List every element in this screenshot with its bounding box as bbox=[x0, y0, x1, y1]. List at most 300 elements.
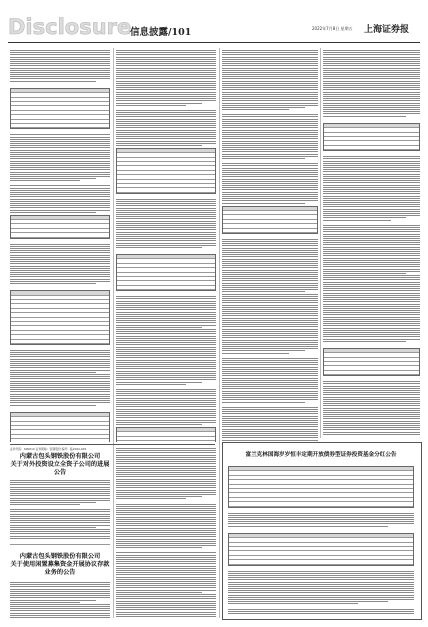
section-separator bbox=[10, 444, 215, 445]
text-line bbox=[116, 65, 216, 66]
text-line bbox=[323, 94, 420, 95]
text-line bbox=[10, 255, 110, 256]
text-line bbox=[10, 385, 110, 386]
text-line bbox=[116, 539, 216, 540]
text-line bbox=[222, 114, 318, 115]
text-line bbox=[116, 212, 216, 213]
text-line bbox=[323, 339, 420, 340]
text-line bbox=[116, 555, 216, 556]
text-line bbox=[10, 354, 110, 355]
text-line bbox=[323, 225, 420, 226]
text-line bbox=[323, 50, 420, 51]
text-line bbox=[10, 356, 110, 357]
text-line bbox=[323, 100, 420, 101]
text-line bbox=[323, 52, 420, 53]
text-line bbox=[116, 592, 202, 593]
text-line bbox=[222, 105, 318, 106]
text-line bbox=[323, 429, 420, 430]
text-line bbox=[10, 78, 110, 79]
newspaper-name: 上海证券报 bbox=[364, 25, 410, 35]
text-line bbox=[323, 282, 420, 283]
text-line bbox=[10, 359, 110, 360]
paragraph-gap bbox=[323, 343, 420, 346]
text-line bbox=[222, 68, 318, 69]
text-line bbox=[228, 592, 414, 593]
paragraph-gap bbox=[10, 407, 110, 410]
text-line bbox=[323, 405, 420, 406]
text-line bbox=[323, 258, 420, 259]
text-line bbox=[10, 212, 96, 213]
text-line bbox=[323, 193, 420, 194]
text-line bbox=[222, 158, 305, 159]
text-line bbox=[323, 277, 420, 278]
text-line bbox=[10, 250, 110, 251]
text-line bbox=[323, 96, 420, 97]
text-line bbox=[116, 379, 216, 380]
text-line bbox=[10, 210, 110, 211]
text-line bbox=[222, 373, 318, 374]
text-line bbox=[10, 361, 110, 362]
text-line bbox=[222, 416, 318, 417]
text-line bbox=[116, 411, 216, 412]
text-line bbox=[116, 312, 216, 313]
text-line bbox=[10, 163, 110, 164]
text-line bbox=[222, 183, 318, 184]
text-line bbox=[323, 171, 420, 172]
text-line bbox=[323, 310, 420, 311]
text-line bbox=[10, 509, 110, 510]
text-line bbox=[323, 251, 420, 252]
text-line bbox=[116, 355, 216, 356]
text-line bbox=[222, 172, 318, 173]
text-line bbox=[228, 603, 358, 604]
text-line bbox=[323, 211, 420, 212]
text-line bbox=[10, 593, 110, 594]
text-line bbox=[323, 87, 420, 88]
text-line bbox=[116, 203, 216, 204]
notice-2-body bbox=[10, 582, 110, 618]
notice-1-body bbox=[10, 480, 110, 540]
text-line bbox=[222, 83, 318, 84]
text-line bbox=[116, 534, 216, 535]
text-line bbox=[10, 350, 110, 351]
text-line bbox=[323, 319, 420, 320]
text-line bbox=[116, 329, 216, 330]
text-line bbox=[323, 336, 420, 337]
text-line bbox=[323, 432, 420, 433]
text-line bbox=[323, 397, 420, 398]
text-line bbox=[222, 378, 318, 379]
text-line bbox=[323, 308, 420, 309]
text-line bbox=[116, 417, 216, 418]
text-line bbox=[10, 394, 110, 395]
text-line bbox=[222, 322, 318, 323]
text-line bbox=[222, 198, 318, 199]
text-line bbox=[323, 178, 420, 179]
text-line bbox=[116, 391, 216, 392]
text-line bbox=[10, 402, 110, 403]
text-line bbox=[116, 510, 216, 511]
paragraph-gap bbox=[116, 249, 216, 252]
text-line bbox=[222, 252, 318, 253]
text-line bbox=[116, 492, 216, 493]
text-line bbox=[222, 315, 318, 316]
text-line bbox=[116, 344, 216, 345]
text-line bbox=[116, 598, 216, 599]
text-line bbox=[222, 239, 318, 240]
text-line bbox=[116, 336, 216, 337]
text-line bbox=[222, 426, 318, 427]
text-line bbox=[222, 94, 318, 95]
text-line bbox=[10, 263, 110, 264]
text-line bbox=[323, 314, 420, 315]
text-line bbox=[10, 367, 110, 368]
table-row bbox=[324, 371, 419, 375]
text-line bbox=[323, 161, 420, 162]
text-line bbox=[10, 615, 110, 616]
text-line bbox=[10, 172, 110, 173]
text-line bbox=[222, 127, 318, 128]
text-line bbox=[116, 240, 216, 241]
data-table bbox=[10, 290, 110, 345]
text-line bbox=[10, 178, 96, 179]
text-line bbox=[222, 337, 318, 338]
text-line bbox=[228, 526, 388, 527]
table-row bbox=[11, 233, 109, 237]
text-line bbox=[116, 52, 216, 53]
text-line bbox=[222, 367, 318, 368]
table-row bbox=[229, 502, 413, 506]
text-line bbox=[116, 232, 216, 233]
text-line bbox=[222, 418, 318, 419]
text-line bbox=[222, 362, 318, 363]
text-line bbox=[222, 250, 318, 251]
text-line bbox=[222, 431, 318, 432]
table-row bbox=[11, 439, 109, 442]
text-line bbox=[10, 161, 110, 162]
text-line bbox=[323, 209, 420, 210]
text-line bbox=[228, 597, 414, 598]
text-line bbox=[222, 280, 318, 281]
text-line bbox=[116, 127, 216, 128]
text-line bbox=[116, 50, 216, 51]
text-line bbox=[116, 116, 216, 117]
text-line bbox=[10, 495, 110, 496]
text-line bbox=[116, 508, 216, 509]
text-line bbox=[222, 393, 318, 394]
text-line bbox=[116, 450, 216, 451]
text-line bbox=[222, 324, 318, 325]
data-table bbox=[10, 88, 110, 130]
text-line bbox=[323, 109, 420, 110]
text-line bbox=[10, 68, 110, 69]
text-line bbox=[323, 213, 420, 214]
text-line bbox=[116, 57, 216, 58]
text-line bbox=[222, 136, 318, 137]
text-line bbox=[10, 374, 110, 375]
text-line bbox=[116, 98, 216, 99]
text-line bbox=[10, 516, 110, 517]
text-line bbox=[222, 276, 318, 277]
table-row bbox=[223, 229, 317, 233]
text-line bbox=[116, 377, 216, 378]
column-divider bbox=[320, 48, 321, 438]
text-line bbox=[116, 307, 216, 308]
text-line bbox=[10, 489, 110, 490]
text-line bbox=[10, 591, 110, 592]
text-line bbox=[323, 189, 420, 190]
text-line bbox=[228, 588, 414, 589]
text-line bbox=[323, 284, 420, 285]
text-line bbox=[323, 169, 420, 170]
text-line bbox=[222, 302, 318, 303]
text-line bbox=[116, 476, 216, 477]
text-line bbox=[116, 373, 216, 374]
text-line bbox=[116, 54, 216, 55]
text-line bbox=[222, 149, 318, 150]
text-line bbox=[116, 603, 216, 604]
text-line bbox=[116, 402, 216, 403]
text-line bbox=[222, 384, 318, 385]
text-line bbox=[10, 141, 110, 142]
text-line bbox=[222, 348, 318, 349]
text-line bbox=[323, 421, 420, 422]
text-line bbox=[116, 601, 216, 602]
text-line bbox=[116, 566, 216, 567]
text-line bbox=[116, 468, 216, 469]
text-line bbox=[116, 485, 216, 486]
text-line bbox=[116, 413, 216, 414]
text-line bbox=[323, 317, 420, 318]
text-line bbox=[222, 429, 318, 430]
text-line bbox=[323, 403, 420, 404]
notice-2-title-line3: 业务的公告 bbox=[44, 569, 76, 576]
text-line bbox=[116, 393, 216, 394]
text-line bbox=[116, 362, 216, 363]
text-line bbox=[323, 65, 420, 66]
text-line bbox=[10, 176, 110, 177]
text-line bbox=[10, 536, 110, 537]
text-line bbox=[222, 72, 318, 73]
text-line bbox=[116, 143, 216, 144]
text-line bbox=[222, 138, 318, 139]
text-line bbox=[222, 254, 318, 255]
column-divider bbox=[113, 48, 114, 618]
text-line bbox=[116, 303, 216, 304]
text-line bbox=[222, 119, 318, 120]
text-line bbox=[323, 202, 420, 203]
data-table bbox=[116, 148, 216, 194]
text-line bbox=[222, 194, 318, 195]
text-line bbox=[323, 410, 420, 411]
text-line bbox=[116, 94, 216, 95]
text-line bbox=[222, 116, 318, 117]
text-line bbox=[10, 531, 110, 532]
text-line bbox=[10, 137, 110, 138]
text-line bbox=[323, 425, 420, 426]
text-line bbox=[222, 296, 318, 297]
text-line bbox=[323, 244, 420, 245]
text-line bbox=[323, 116, 406, 117]
text-line bbox=[10, 389, 110, 390]
text-line bbox=[10, 283, 96, 284]
text-line bbox=[323, 76, 420, 77]
text-line bbox=[10, 70, 110, 71]
text-line bbox=[323, 394, 420, 395]
text-line bbox=[222, 89, 318, 90]
text-line bbox=[116, 208, 216, 209]
text-line bbox=[228, 575, 414, 576]
text-line bbox=[323, 191, 420, 192]
text-line bbox=[323, 103, 420, 104]
text-line bbox=[323, 249, 420, 250]
text-line bbox=[222, 391, 318, 392]
text-line bbox=[10, 54, 110, 55]
text-line bbox=[222, 346, 318, 347]
text-line bbox=[10, 158, 110, 159]
text-line bbox=[116, 61, 216, 62]
text-line bbox=[222, 261, 318, 262]
text-line bbox=[323, 408, 420, 409]
text-line bbox=[116, 364, 216, 365]
text-line bbox=[228, 595, 414, 596]
text-line bbox=[116, 398, 216, 399]
text-line bbox=[222, 151, 318, 152]
text-line bbox=[323, 163, 420, 164]
text-line bbox=[116, 557, 216, 558]
text-line bbox=[116, 305, 216, 306]
text-line bbox=[323, 288, 420, 289]
text-line bbox=[116, 461, 216, 462]
text-line bbox=[116, 322, 216, 323]
text-line bbox=[10, 190, 110, 191]
text-line bbox=[323, 290, 420, 291]
text-line bbox=[323, 242, 420, 243]
text-line bbox=[222, 123, 318, 124]
text-line bbox=[116, 422, 216, 423]
text-line bbox=[116, 487, 216, 488]
paragraph-gap bbox=[10, 285, 110, 288]
text-line bbox=[222, 287, 318, 288]
text-line bbox=[10, 400, 110, 401]
data-table bbox=[228, 533, 414, 566]
text-line bbox=[10, 74, 110, 75]
data-table bbox=[222, 206, 318, 234]
text-line bbox=[10, 527, 96, 528]
text-line bbox=[116, 134, 216, 135]
text-line bbox=[116, 541, 216, 542]
notice-2-title-line1: 内蒙古包头钢铁股份有限公司 bbox=[19, 553, 101, 560]
text-line bbox=[323, 105, 420, 106]
text-line bbox=[222, 265, 318, 266]
text-line bbox=[228, 513, 414, 514]
text-line bbox=[116, 607, 216, 608]
text-line bbox=[116, 199, 216, 200]
text-line bbox=[116, 119, 216, 120]
text-line bbox=[323, 238, 420, 239]
text-line bbox=[116, 247, 202, 248]
text-line bbox=[10, 480, 110, 481]
text-line bbox=[323, 312, 420, 313]
text-line bbox=[10, 405, 96, 406]
text-line bbox=[323, 156, 420, 157]
text-line bbox=[116, 132, 216, 133]
text-line bbox=[222, 386, 318, 387]
text-line bbox=[222, 344, 318, 345]
text-line bbox=[222, 399, 318, 400]
notice-3-title: 富兰克林国海岁岁恒丰定期开放债券型证券投资基金分红公告 bbox=[245, 452, 397, 458]
text-line bbox=[323, 286, 420, 287]
text-line bbox=[222, 245, 318, 246]
text-line bbox=[10, 207, 110, 208]
text-line bbox=[222, 100, 318, 101]
text-line bbox=[323, 196, 420, 197]
brand-logo: Disclosure bbox=[8, 15, 132, 39]
table-row bbox=[11, 340, 109, 344]
text-line bbox=[116, 63, 216, 64]
text-line bbox=[116, 389, 216, 390]
text-line bbox=[323, 165, 420, 166]
text-line bbox=[222, 109, 289, 110]
text-line bbox=[10, 600, 96, 601]
text-line bbox=[222, 333, 318, 334]
text-line bbox=[323, 113, 420, 114]
text-line bbox=[222, 407, 318, 408]
text-line bbox=[116, 72, 216, 73]
text-line bbox=[116, 523, 216, 524]
text-line bbox=[323, 81, 420, 82]
text-line bbox=[222, 263, 318, 264]
text-line bbox=[323, 392, 420, 393]
text-line bbox=[10, 370, 110, 371]
text-line bbox=[222, 179, 318, 180]
text-line bbox=[116, 138, 216, 139]
text-line bbox=[10, 139, 110, 140]
text-line bbox=[323, 176, 420, 177]
text-line bbox=[116, 296, 216, 297]
text-line bbox=[323, 167, 420, 168]
text-line bbox=[323, 174, 420, 175]
text-line bbox=[323, 332, 420, 333]
text-line bbox=[222, 437, 318, 438]
table-row bbox=[117, 441, 215, 442]
text-line bbox=[323, 68, 420, 69]
notice-1-title-line1: 内蒙古包头钢铁股份有限公司 bbox=[19, 453, 101, 460]
text-line bbox=[116, 587, 216, 588]
text-line bbox=[323, 85, 420, 86]
text-line bbox=[222, 331, 318, 332]
article-column-2-lower bbox=[116, 448, 216, 618]
text-line bbox=[116, 577, 216, 578]
text-line bbox=[10, 274, 110, 275]
text-line bbox=[116, 349, 216, 350]
text-line bbox=[10, 147, 110, 148]
text-line bbox=[116, 563, 216, 564]
text-line bbox=[323, 231, 420, 232]
text-line bbox=[10, 482, 110, 483]
text-line bbox=[228, 611, 414, 612]
text-line bbox=[10, 514, 110, 515]
text-line bbox=[222, 87, 318, 88]
text-line bbox=[116, 420, 216, 421]
data-table bbox=[323, 123, 420, 151]
text-line bbox=[116, 225, 216, 226]
text-line bbox=[222, 274, 318, 275]
text-line bbox=[10, 584, 110, 585]
text-line bbox=[323, 279, 420, 280]
text-line bbox=[116, 298, 216, 299]
text-line bbox=[10, 201, 110, 202]
